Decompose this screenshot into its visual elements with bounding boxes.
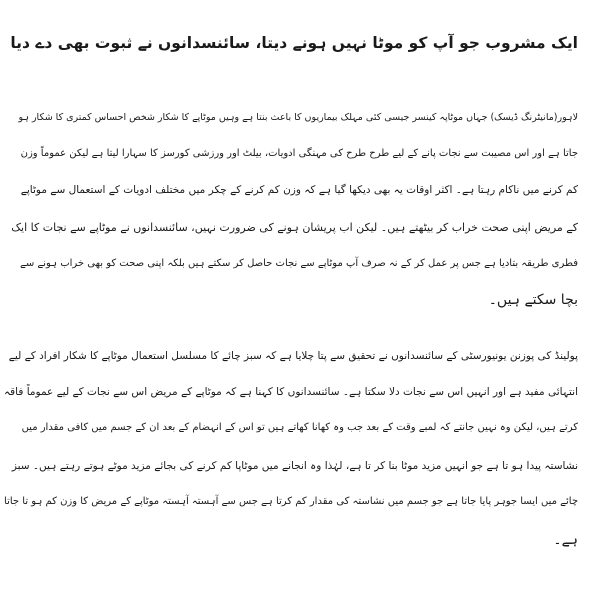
paragraph-line: جاتا ہے اور اس مصیبت سے نجات پانے کے لیے طرح طرح کی مہنگی ادویات، بیلٹ اور ورزشی کورسز کا سہارا لیتا ہے لیکن عموماً وزن	[20, 148, 578, 159]
paragraph-line: بچا سکتے ہیں۔	[488, 292, 578, 308]
paragraph-line: کم کرنے میں ناکام رہتا ہے۔ اکثر اوقات یہ بھی دیکھا گیا ہے کہ وزن کم کرنے کے چکر میں مختلف ادویات کے استعمال سے موٹاپے	[20, 184, 578, 196]
article-headline: ایک مشروب جو آپ کو موٹا نہیں ہونے دیتا، سائنسدانوں نے ثبوت بھی دے دیا	[10, 34, 578, 52]
paragraph-line: چائے میں ایسا جوہر پایا جاتا ہے جو جسم میں نشاستہ کی مقدار کم کرتا ہے جس سے آہستہ آہستہ موٹاپے کے مریض کا وزن کم ہو تا جاتا	[4, 496, 578, 507]
paragraph-line: پولینڈ کی پوزنن یونیورسٹی کے سائنسدانوں نے تحقیق سے پتا چلایا ہے کہ سبز چائے کا مسلسل استعمال موٹاپے کا شکار افراد کے لیے	[8, 350, 578, 362]
paragraph-line: لاہور(مانیٹرنگ ڈیسک) جہاں موٹاپہ کینسر جیسی کئی مہلک بیماریوں کا باعث بنتا ہے وہیں موٹاپے کا شکار شخص احساس کمتری کا شکار ہو	[18, 112, 578, 123]
paragraph-line: انتہائی مفید ہے اور انہیں اس سے نجات دلا سکتا ہے۔ سائنسدانوں کا کہنا ہے کہ موٹاپے کے مریض اس سے نجات کے لیے عموماً فاقہ	[4, 386, 578, 398]
paragraph-line: ہے۔	[553, 532, 578, 548]
paragraph-line: کے مریض اپنی صحت خراب کر بیٹھتے ہیں۔ لیکن اب پریشان ہونے کی ضرورت نہیں، سائنسدانوں نے موٹاپے سے نجات کا ایک	[11, 221, 578, 234]
paragraph-line: فطری طریقہ بتادیا ہے جس پر عمل کر کے نہ صرف آپ موٹاپے سے نجات حاصل کر سکتے ہیں بلکہ اپنی صحت کو بھی خراب ہونے سے	[19, 258, 578, 269]
paragraph-line: کرتے ہیں، لیکن وہ نہیں جانتے کہ لمبے وقت کے بعد جب وہ کھانا کھاتے ہیں تو اس کے انہضام کے بعد ان کے جسم میں کافی مقدار میں	[21, 422, 578, 433]
paragraph-line: نشاستہ پیدا ہو تا ہے جو انہیں مزید موٹا بنا کر تا ہے، لہٰذا وہ انجانے میں موٹاپا کم کرنے کی بجائے مزید موٹے ہوتے رہتے ہیں۔ سبز	[11, 460, 578, 472]
